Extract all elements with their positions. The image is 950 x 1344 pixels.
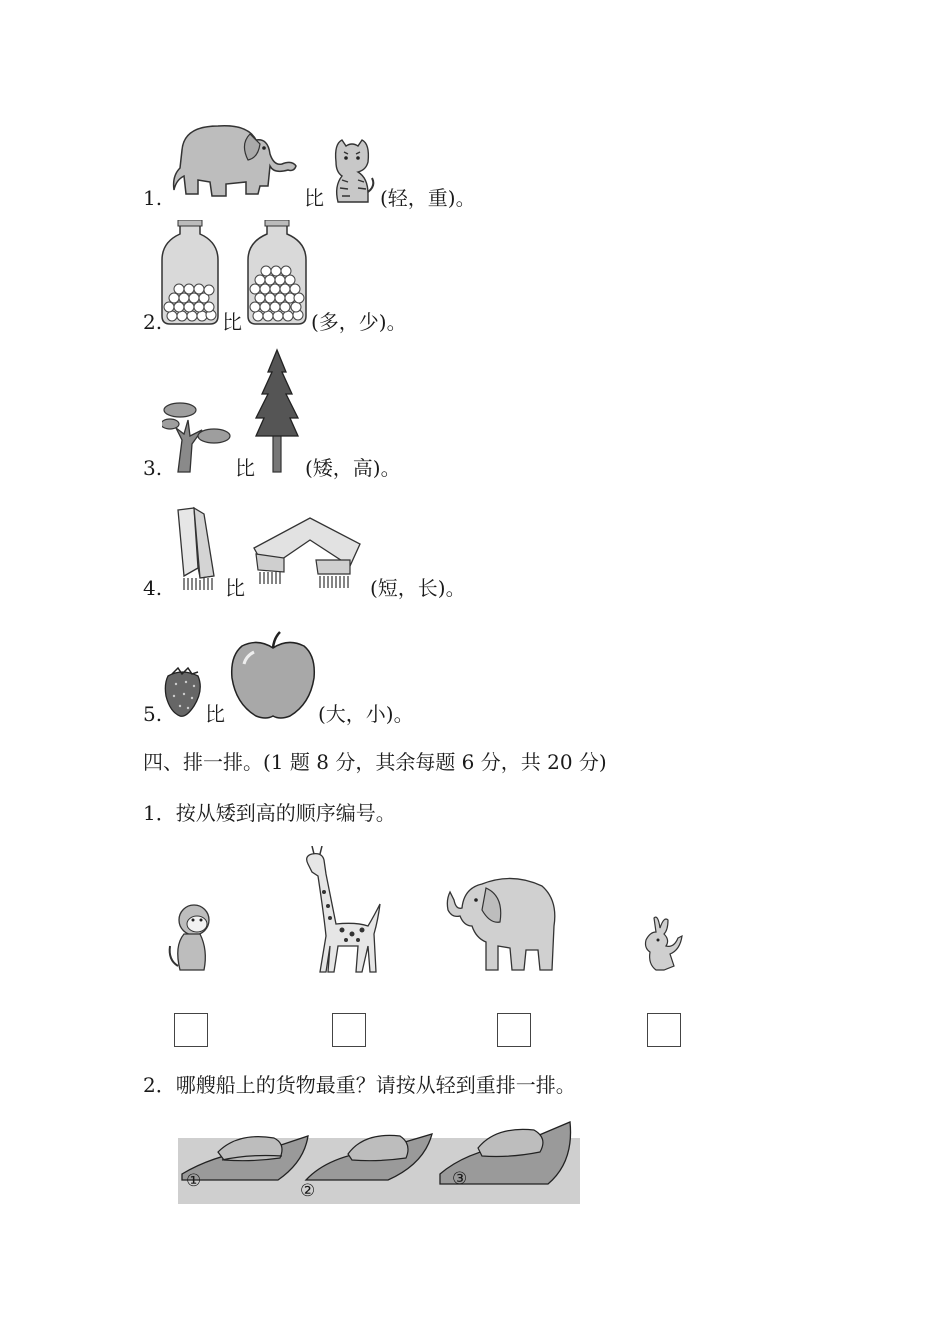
answer-box-rabbit[interactable]	[647, 1013, 681, 1047]
question-1-text: 1．按从矮到高的顺序编号。	[143, 801, 396, 825]
item-3-bi: 比	[235, 456, 255, 480]
boats-illustration	[178, 1118, 580, 1204]
boat-label-1: ①	[186, 1171, 202, 1191]
apple-icon	[228, 630, 318, 720]
answer-box-elephant[interactable]	[497, 1013, 531, 1047]
item-2-choice: (多，少)。	[311, 310, 407, 334]
tall-tree-icon	[254, 348, 300, 474]
question-2-text: 2．哪艘船上的货物最重？请按从轻到重排一排。	[143, 1073, 576, 1097]
rabbit-icon	[634, 914, 688, 974]
item-1-number: 1.	[143, 186, 163, 210]
boat-label-3: ③	[452, 1169, 468, 1189]
section-4-title: 四、排一排。(1 题 8 分，其余每题 6 分，共 20 分)	[143, 750, 607, 774]
item-4-choice: (短，长)。	[370, 576, 466, 600]
item-4-number: 4.	[143, 576, 163, 600]
elephant-icon	[442, 870, 560, 974]
item-3-choice: (矮，高)。	[305, 456, 401, 480]
item-5-choice: (大，小)。	[318, 702, 414, 726]
jar-fewer-icon	[160, 220, 220, 326]
short-scarf-icon	[164, 506, 224, 592]
item-2-number: 2.	[143, 310, 163, 334]
item-4-bi: 比	[225, 576, 245, 600]
short-tree-icon	[162, 400, 232, 474]
giraffe-icon	[294, 846, 384, 974]
item-1-bi: 比	[304, 186, 324, 210]
item-5-number: 5.	[143, 702, 163, 726]
monkey-icon	[164, 902, 222, 974]
elephant-icon	[170, 120, 302, 202]
item-1-choice: (轻，重)。	[380, 186, 476, 210]
answer-box-monkey[interactable]	[174, 1013, 208, 1047]
item-5-bi: 比	[205, 702, 225, 726]
tiger-icon	[328, 134, 376, 204]
boat-label-2: ②	[300, 1181, 316, 1201]
long-scarf-icon	[250, 514, 364, 590]
item-2-bi: 比	[222, 310, 242, 334]
jar-more-icon	[246, 220, 308, 326]
item-3-number: 3.	[143, 456, 163, 480]
strawberry-icon	[162, 666, 204, 718]
answer-box-giraffe[interactable]	[332, 1013, 366, 1047]
